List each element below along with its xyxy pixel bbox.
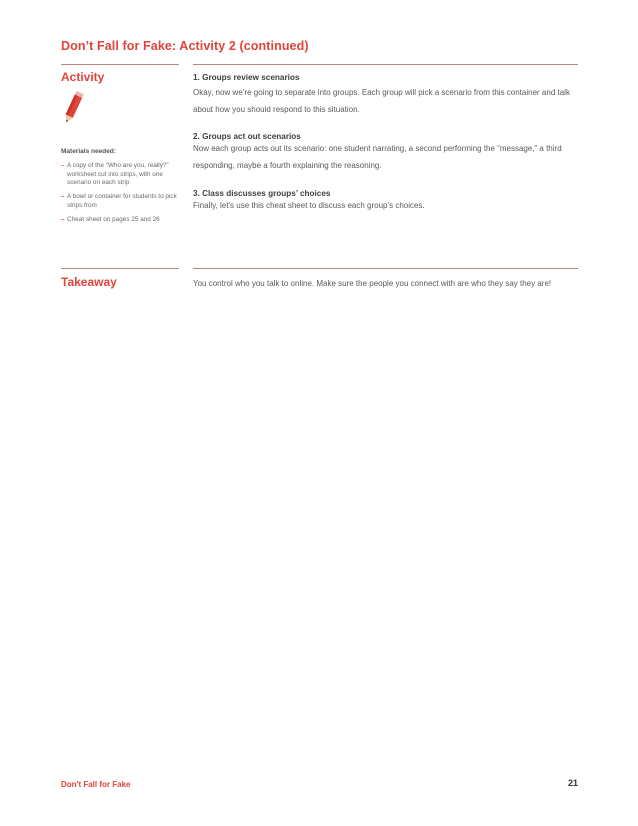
step-heading: 2. Groups act out scenarios xyxy=(193,132,301,141)
step-3 xyxy=(193,188,578,215)
page-number: 21 xyxy=(567,778,578,788)
pencil-icon xyxy=(61,90,85,126)
footer-title: Don't Fall for Fake xyxy=(61,780,131,789)
takeaway-text: You control who you talk to online. Make sure the people you connect with are who they say they are! xyxy=(193,279,552,288)
activity-label-rule xyxy=(61,64,179,65)
step-1 xyxy=(193,72,578,118)
materials-item: – Cheat sheet on pages 25 and 26 xyxy=(61,216,181,225)
step-body: Finally, let’s use this cheat sheet to discuss each group’s choices. xyxy=(193,201,425,210)
step-body: Okay, now we’re going to separate into groups. Each group will pick a scenario from this container and talk about how you should respond to this situation. xyxy=(193,88,570,114)
activity-content-rule xyxy=(193,64,578,65)
step-heading: 1. Groups review scenarios xyxy=(193,73,300,82)
materials-list xyxy=(61,162,181,225)
step-heading: 3. Class discusses groups’ choices xyxy=(193,189,331,198)
step-2 xyxy=(193,131,578,174)
takeaway-label: Takeaway xyxy=(61,275,117,289)
materials-item: – A bowl or container for students to pick strips from xyxy=(61,193,181,210)
materials-item: – A copy of the “Who are you, really?” worksheet cut into strips, with one scenario on each strip xyxy=(61,162,181,188)
activity-label: Activity xyxy=(61,70,105,84)
materials-box xyxy=(61,148,181,230)
step-body: Now each group acts out its scenario: one student narrating, a second performing the “message,” a third responding, maybe a fourth explaining the reasoning. xyxy=(193,144,562,170)
materials-title: Materials needed: xyxy=(61,148,116,155)
takeaway-content-rule xyxy=(193,268,578,269)
page-title: Don’t Fall for Fake: Activity 2 (continued) xyxy=(61,39,309,53)
takeaway-label-rule xyxy=(61,268,179,269)
